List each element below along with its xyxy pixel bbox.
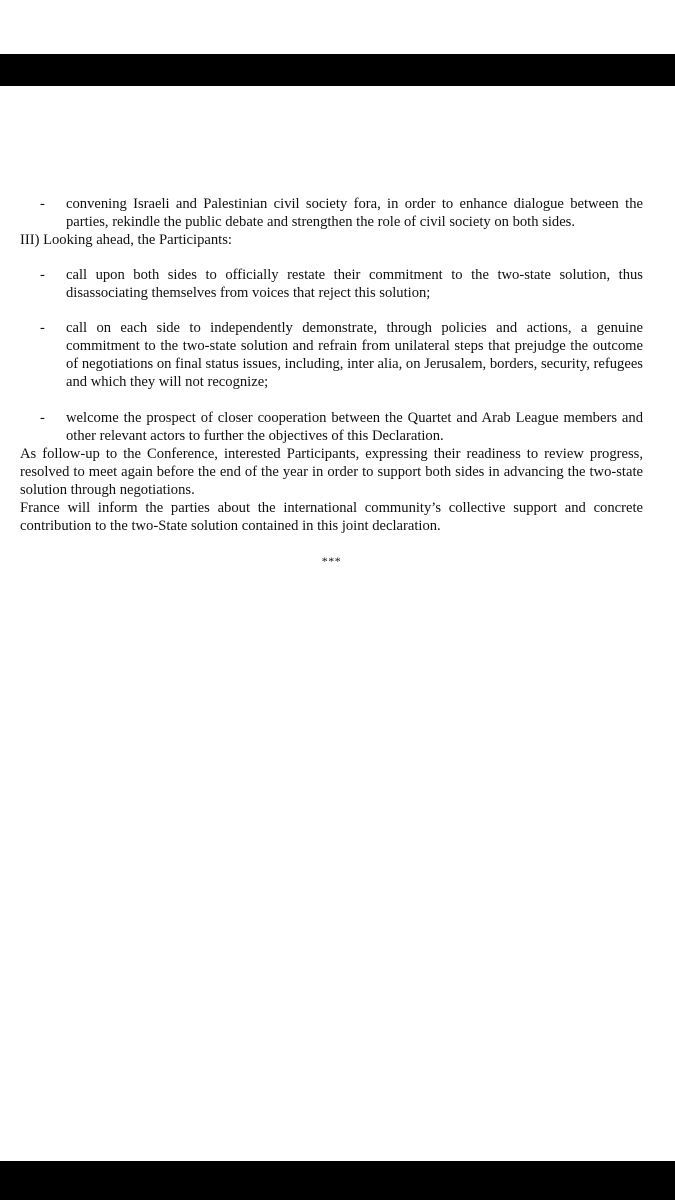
paragraph-france: France will inform the parties about the international community’s collective support and concrete contribution to the two-State solution contained in this joint declaration. [20, 500, 643, 534]
paragraph-follow-up: As follow-up to the Conference, interested Participants, expressing their readiness to review progress, resolved to meet again before the end of the year in order to support both sides in advancing the two-state solution through negotiations. [20, 446, 643, 498]
bullet-text: call upon both sides to officially restate their commitment to the two-state solution, thus disassociating themselves from voices that reject this solution; [66, 267, 643, 301]
bullet-item-restate-commitment [20, 266, 643, 302]
bullet-text: convening Israeli and Palestinian civil society fora, in order to enhance dialogue between the parties, rekindle the public debate and strengthen the role of civil society on both sides. [66, 196, 643, 230]
bullet-item-demonstrate-commitment [20, 319, 643, 391]
bullet-dash: - [40, 410, 45, 426]
bullet-dash: - [40, 320, 45, 336]
top-black-bar [0, 54, 675, 86]
bullet-dash: - [40, 196, 45, 212]
document-body [20, 195, 643, 570]
bullet-dash: - [40, 267, 45, 283]
bullet-text: call on each side to independently demonstrate, through policies and actions, a genuine commitment to the two-state solution and refrain from unilateral steps that prejudge the outcome of negotiations on final status issues, including, inter alia, on Jerusalem, borders, security, refugees and which they will not recognize; [66, 320, 643, 390]
bullet-text: welcome the prospect of closer cooperation between the Quartet and Arab League members and other relevant actors to further the objectives of this Declaration. [66, 410, 643, 444]
end-separator: *** [321, 554, 342, 568]
bullet-item-closer-cooperation [20, 409, 643, 445]
bottom-black-bar [0, 1161, 675, 1200]
bullet-item-civil-society [20, 195, 643, 231]
section-heading: III) Looking ahead, the Participants: [20, 232, 232, 248]
